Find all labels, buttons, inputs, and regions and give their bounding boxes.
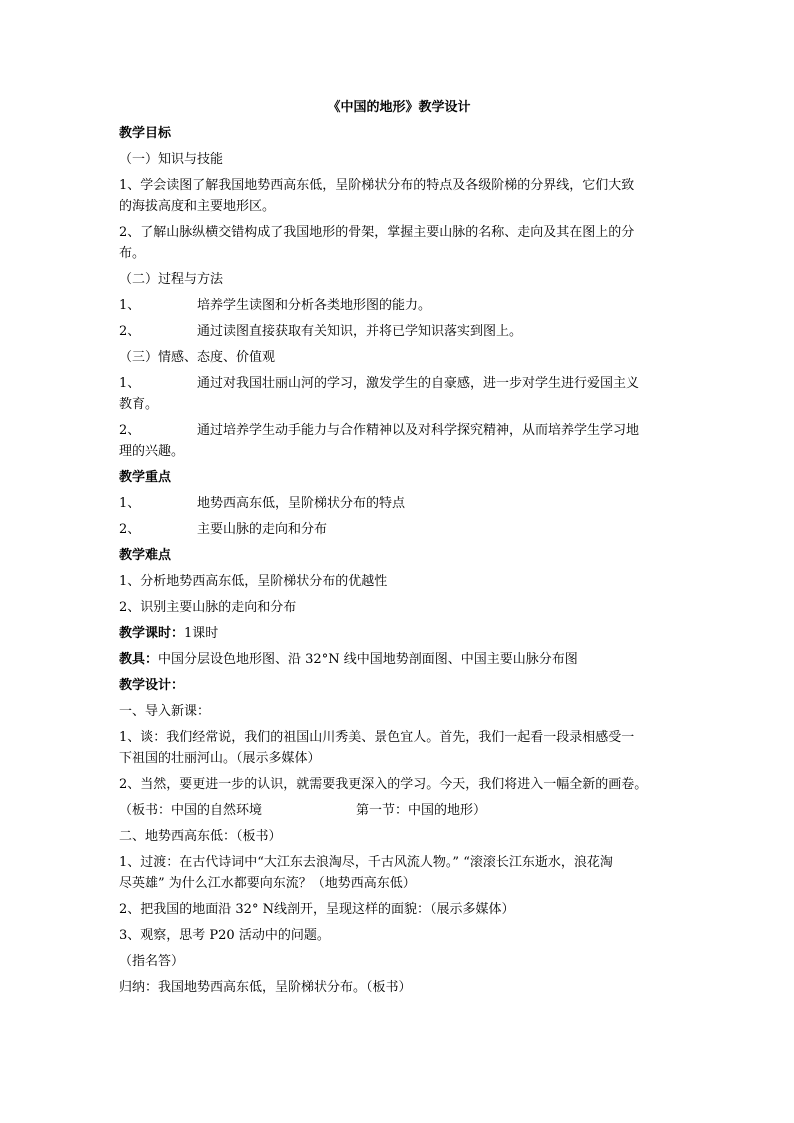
design-part2-item1-line1: 1、过渡：在古代诗词中“大江东去浪淘尽，千古风流人物。” “滚滚长江东逝水，浪花淘 <box>119 855 613 870</box>
design-part1-heading: 一、导入新课： <box>119 704 211 719</box>
list-text: 主要山脉的走向和分布 <box>197 522 328 537</box>
list-number: 2、 <box>119 324 141 339</box>
design-part1-item1-line2: 下祖国的壮丽河山。（展示多媒体） <box>119 751 321 766</box>
goals-section3-item2-line2: 理的兴趣。 <box>119 444 185 459</box>
goals-section3-item2-line1 <box>119 422 679 440</box>
class-hours-label: 教学课时： <box>119 626 185 641</box>
goals-section1-item1-line1: 1、学会读图了解我国地势西高东低，呈阶梯状分布的特点及各级阶梯的分界线，它们大致 <box>119 178 635 193</box>
teaching-aids-value: 中国分层设色地形图、沿 32°N 线中国地势剖面图、中国主要山脉分布图 <box>158 652 578 667</box>
design-part1-board <box>119 802 679 820</box>
goals-section2-heading: （二）过程与方法 <box>119 272 224 287</box>
key-points-item1 <box>119 495 679 513</box>
goals-section2-item1 <box>119 297 679 315</box>
goals-section2-item2 <box>119 323 679 341</box>
list-number: 1、 <box>119 496 141 511</box>
goals-heading: 教学目标 <box>119 126 172 141</box>
list-text: 通过对我国壮丽山河的学习，激发学生的自豪感，进一步对学生进行爱国主义 <box>197 376 640 391</box>
list-number: 2、 <box>119 423 141 438</box>
difficulties-item1: 1、分析地势西高东低，呈阶梯状分布的优越性 <box>119 574 388 589</box>
goals-section1-item2-line2: 布。 <box>119 246 146 261</box>
key-points-item2 <box>119 521 679 539</box>
design-part2-summary: 归纳：我国地势西高东低，呈阶梯状分布。（板书） <box>119 980 412 995</box>
list-number: 2、 <box>119 522 141 537</box>
difficulties-heading: 教学难点 <box>119 548 172 563</box>
list-number: 1、 <box>119 298 141 313</box>
design-part1-item1-line1: 1、谈：我们经常说，我们的祖国山川秀美、景色宜人。首先，我们一起看一段录相感受一 <box>119 730 635 745</box>
list-text: 通过培养学生动手能力与合作精神以及对科学探究精神，从而培养学生学习地 <box>197 423 640 438</box>
design-part2-answer: （指名答） <box>119 954 185 969</box>
key-points-heading: 教学重点 <box>119 470 172 485</box>
document-title: 《中国的地形》教学设计 <box>327 100 471 115</box>
goals-section3-item1-line1 <box>119 375 679 393</box>
class-hours <box>119 625 679 643</box>
teaching-aids-label: 教具： <box>119 652 159 667</box>
list-text: 通过读图直接获取有关知识，并将已学知识落实到图上。 <box>197 324 523 339</box>
goals-section1-item1-line2: 的海拔高度和主要地形区。 <box>119 199 276 214</box>
class-hours-value: 1课时 <box>184 626 219 641</box>
goals-section3-item1-line2: 教育。 <box>119 397 159 412</box>
goals-section1-heading: （一）知识与技能 <box>119 152 224 167</box>
board-note-left: （板书：中国的自然环境 <box>119 803 263 818</box>
teaching-aids <box>119 651 679 669</box>
goals-section1-item2-line1: 2、了解山脉纵横交错构成了我国地形的骨架，掌握主要山脉的名称、走向及其在图上的分 <box>119 225 635 240</box>
design-part1-item2: 2、当然，要更进一步的认识，就需要我更深入的学习。今天，我们将进入一幅全新的画卷。 <box>119 777 648 792</box>
design-heading: 教学设计： <box>119 678 185 693</box>
list-number: 1、 <box>119 376 141 391</box>
design-part2-item3: 3、观察，思考 P20 活动中的问题。 <box>119 928 330 943</box>
list-text: 地势西高东低，呈阶梯状分布的特点 <box>197 496 406 511</box>
goals-section3-heading: （三）情感、态度、价值观 <box>119 350 276 365</box>
difficulties-item2: 2、识别主要山脉的走向和分布 <box>119 600 297 615</box>
document-page <box>119 0 679 1123</box>
board-note-right: 第一节：中国的地形） <box>356 803 487 818</box>
design-part2-item1-line2: 尽英雄” 为什么江水都要向东流？（地势西高东低） <box>119 876 416 891</box>
list-text: 培养学生读图和分析各类地形图的能力。 <box>197 298 432 313</box>
design-part2-heading: 二、地势西高东低：（板书） <box>119 829 282 844</box>
design-part2-item2: 2、把我国的地面沿 32° N线剖开，呈现这样的面貌：（展示多媒体） <box>119 902 515 917</box>
